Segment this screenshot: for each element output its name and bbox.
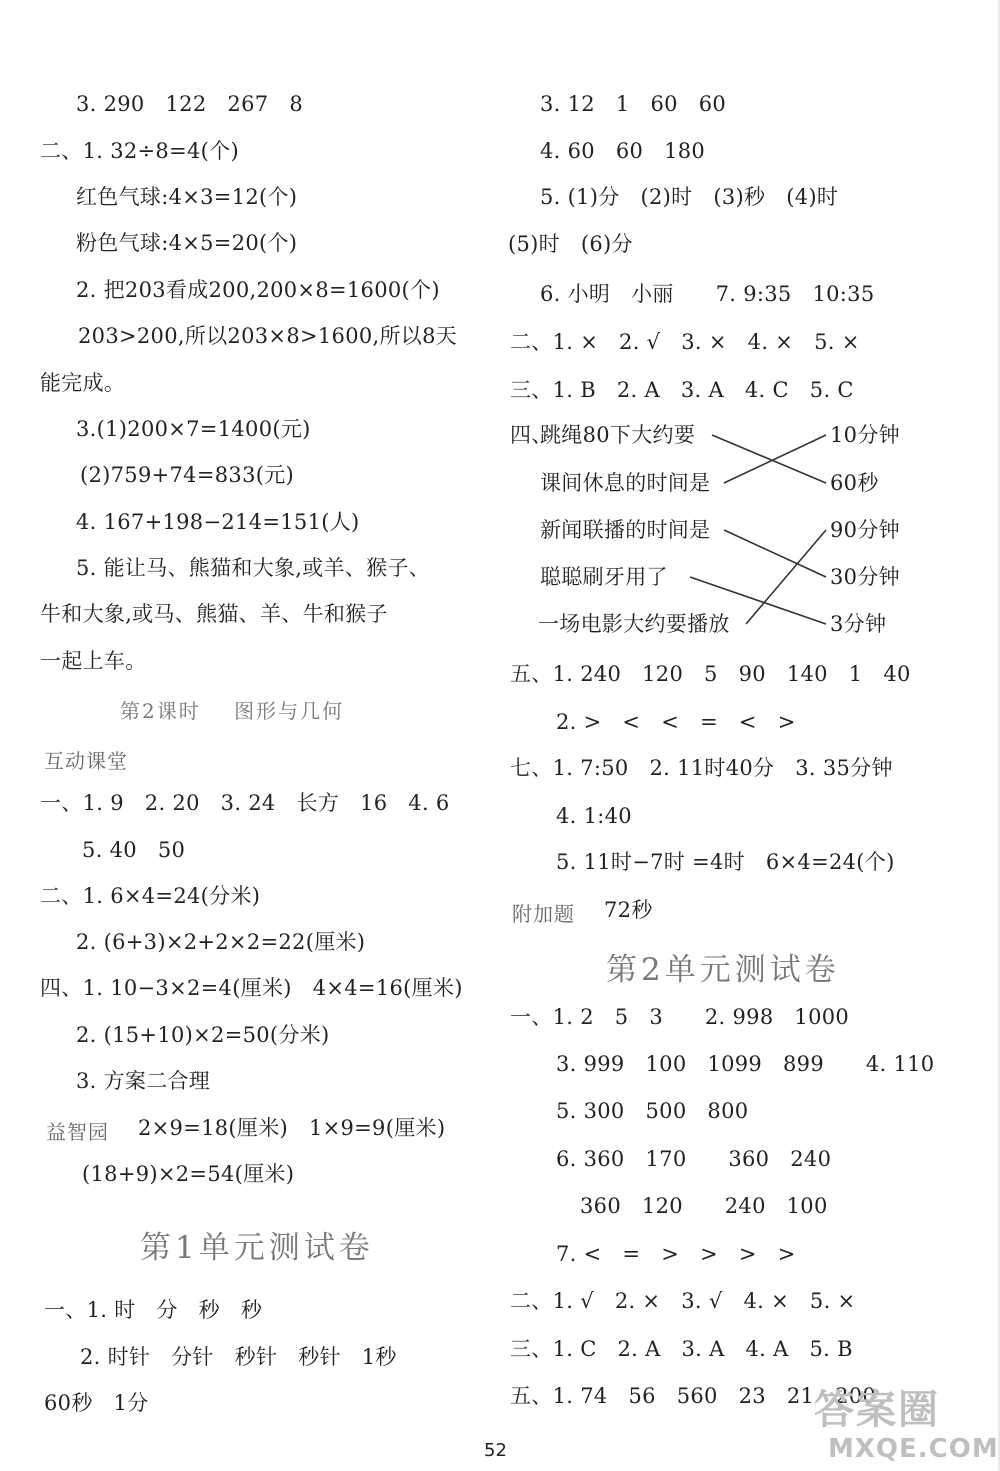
answer-line: 二、1. √ 2. × 3. √ 4. × 5. × xyxy=(510,1289,856,1313)
section-label: 互动课堂 xyxy=(44,749,128,773)
answer-line: 一起上车。 xyxy=(40,649,147,673)
answer-line: 牛和大象,或马、熊猫、羊、牛和猴子 xyxy=(40,602,388,626)
answer-line: 2. (6+3)×2+2×2=22(厘米) xyxy=(76,930,366,954)
answer-line: 5. 能让马、熊猫和大象,或羊、猴子、 xyxy=(76,556,431,580)
answer-line: 三、1. C 2. A 3. A 4. A 5. B xyxy=(510,1337,853,1361)
lesson-title: 第2课时 图形与几何 xyxy=(120,699,345,723)
answer-line: 4. 167+198−214=151(人) xyxy=(76,510,360,534)
answer-line: 一、1. 9 2. 20 3. 24 长方 16 4. 6 xyxy=(40,791,450,815)
answer-line: 60秒 1分 xyxy=(44,1391,149,1415)
answer-line: 5. 40 50 xyxy=(82,838,186,862)
answer-line: 360 120 240 100 xyxy=(580,1194,828,1218)
answer-line: 二、1. 6×4=24(分米) xyxy=(40,884,261,908)
answer-line: 七、1. 7:50 2. 11时40分 3. 35分钟 xyxy=(510,756,893,780)
match-line xyxy=(724,530,826,577)
answer-line: 二、1. 32÷8=4(个) xyxy=(40,139,239,163)
answer-line: 2. > < < = < > xyxy=(556,710,796,734)
answer-line: 4. 60 60 180 xyxy=(540,139,706,163)
section-label: 附加题 xyxy=(512,902,575,926)
answer-line: 3. 方案二合理 xyxy=(76,1069,211,1093)
answer-line: 6. 360 170 360 240 xyxy=(556,1147,832,1171)
answer-line: (2)759+74=833(元) xyxy=(80,463,295,487)
match-left-item: 新闻联播的时间是 xyxy=(540,518,711,542)
unit-title: 第2单元测试卷 xyxy=(606,952,840,988)
watermark-text: 答案圈 xyxy=(814,1387,940,1433)
answer-line: 3. 290 122 267 8 xyxy=(76,92,303,116)
answer-line: 粉色气球:4×5=20(个) xyxy=(76,231,298,255)
answer-line: 3.(1)200×7=1400(元) xyxy=(76,417,311,441)
answer-line: 红色气球:4×3=12(个) xyxy=(76,185,298,209)
match-left-item: 跳绳80下大约要 xyxy=(540,423,696,447)
matching-lines xyxy=(0,0,1000,700)
answer-line: 一、1. 时 分 秒 秒 xyxy=(44,1298,263,1322)
answer-line: 三、1. B 2. A 3. A 4. C 5. C xyxy=(510,378,854,402)
answer-line: 5. (1)分 (2)时 (3)秒 (4)时 xyxy=(540,185,839,209)
watermark-url: MXQE.COM xyxy=(828,1434,999,1464)
match-right-item: 30分钟 xyxy=(830,565,900,589)
answer-line: 2. 时针 分针 秒针 秒针 1秒 xyxy=(80,1345,397,1369)
answer-line: 五、1. 74 56 560 23 21 200 xyxy=(510,1384,877,1408)
answer-line: 7. < = > > > > xyxy=(556,1242,796,1266)
answer-line: 5. 300 500 800 xyxy=(556,1099,749,1123)
page-number: 52 xyxy=(484,1440,507,1461)
answer-line: (5)时 (6)分 xyxy=(508,232,633,256)
watermark-logo xyxy=(808,1378,998,1468)
answer-line: 四、1. 10−3×2=4(厘米) 4×4=16(厘米) xyxy=(40,976,463,1000)
question-number: 四、 xyxy=(510,423,553,447)
answer-line: (18+9)×2=54(厘米) xyxy=(82,1162,295,1186)
answer-line: 2. 把203看成200,200×8=1600(个) xyxy=(76,278,440,302)
match-right-item: 90分钟 xyxy=(830,518,900,542)
answer-line: 5. 11时−7时 =4时 6×4=24(个) xyxy=(556,850,895,874)
answer-line: 一、1. 2 5 3 2. 998 1000 xyxy=(510,1005,850,1029)
answer-line: 4. 1:40 xyxy=(556,804,632,828)
match-left-item: 课间休息的时间是 xyxy=(540,471,711,495)
match-left-item: 一场电影大约要播放 xyxy=(538,612,730,636)
answer-line: 二、1. × 2. √ 3. × 4. × 5. × xyxy=(510,330,860,354)
answer-line: 203>200,所以203×8>1600,所以8天 xyxy=(78,324,458,348)
answer-line: 五、1. 240 120 5 90 140 1 40 xyxy=(510,662,911,686)
answer-line: 3. 999 100 1099 899 4. 110 xyxy=(556,1052,935,1076)
unit-title: 第1单元测试卷 xyxy=(140,1230,374,1266)
section-label: 益智园 xyxy=(46,1120,109,1144)
match-right-item: 10分钟 xyxy=(830,423,900,447)
answer-line: 2. (15+10)×2=50(分米) xyxy=(76,1023,330,1047)
match-right-item: 3分钟 xyxy=(830,612,887,636)
answer-line: 72秒 xyxy=(604,898,653,922)
answer-line: 6. 小明 小丽 7. 9:35 10:35 xyxy=(540,282,875,306)
match-right-item: 60秒 xyxy=(830,471,879,495)
answer-line: 3. 12 1 60 60 xyxy=(540,92,727,116)
answer-line: 能完成。 xyxy=(40,371,126,395)
match-line xyxy=(690,577,826,624)
match-left-item: 聪聪刷牙用了 xyxy=(540,565,668,589)
answer-line: 2×9=18(厘米) 1×9=9(厘米) xyxy=(138,1116,446,1140)
